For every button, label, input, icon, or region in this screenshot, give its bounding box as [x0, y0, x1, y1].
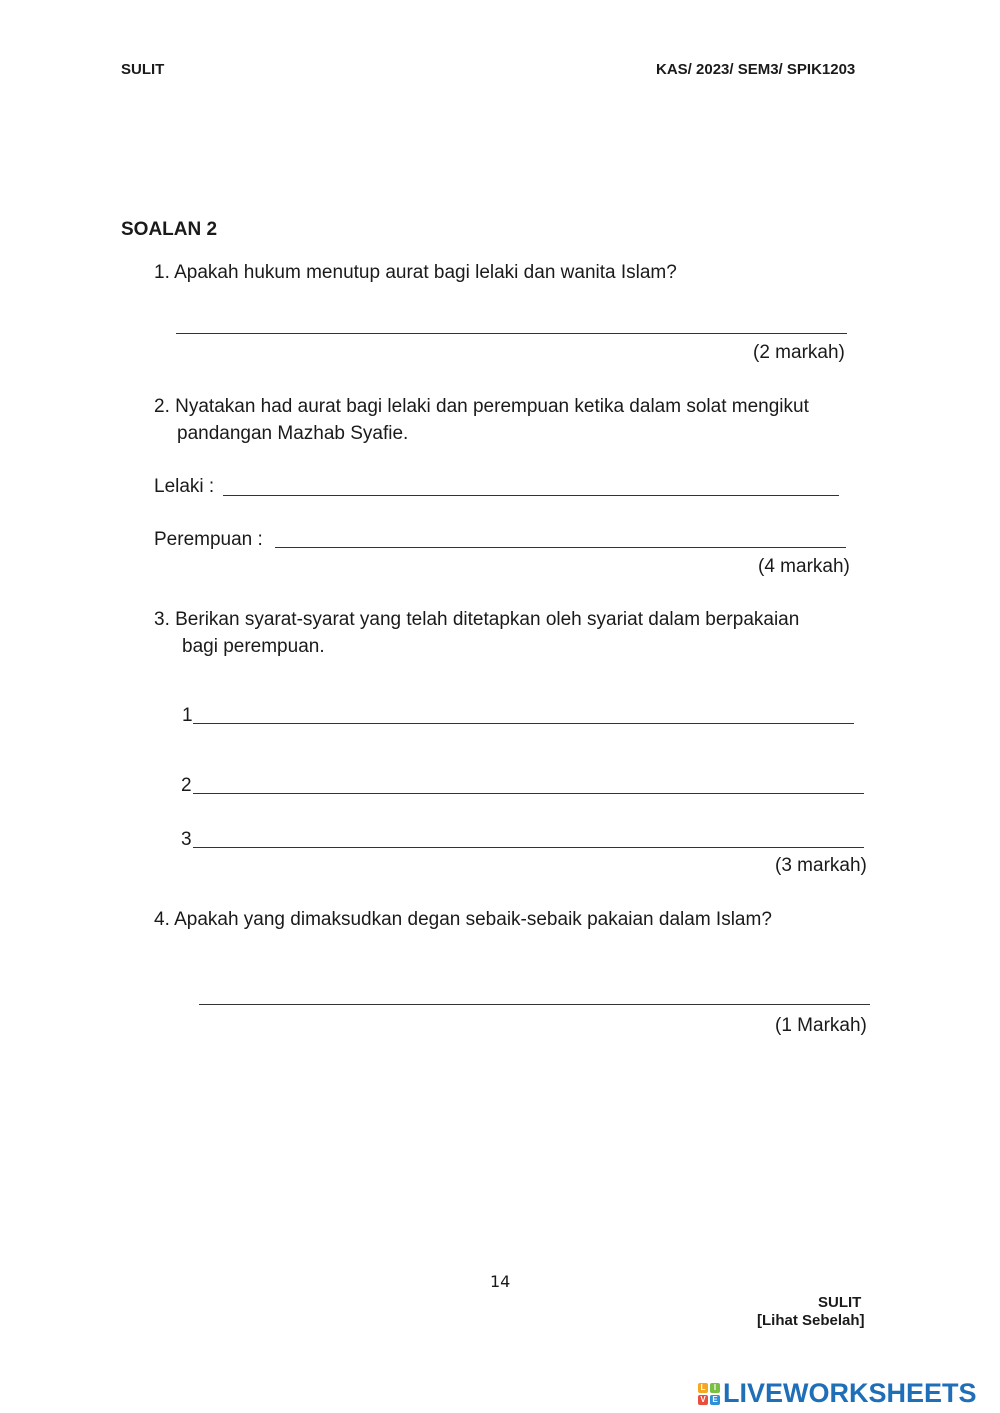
question-4-answer-line[interactable] — [199, 1004, 870, 1005]
question-1-text: 1. Apakah hukum menutup aurat bagi lelaki dan wanita Islam? — [154, 262, 677, 283]
perempuan-answer-line[interactable] — [275, 547, 846, 548]
question-3-item-number: 3 — [181, 829, 192, 850]
question-3-answer-line-2[interactable] — [193, 793, 864, 794]
perempuan-label: Perempuan : — [154, 529, 263, 550]
footer-sulit: SULIT — [818, 1294, 862, 1311]
question-3-answer-line-1[interactable] — [193, 723, 854, 724]
liveworksheets-logo — [698, 1378, 977, 1409]
question-2-marks: (4 markah) — [758, 556, 850, 577]
logo-tile-v: V — [698, 1395, 708, 1405]
question-3-item-number: 2 — [181, 775, 192, 796]
lelaki-label: Lelaki : — [154, 476, 215, 497]
lelaki-answer-line[interactable] — [223, 495, 839, 496]
header-left: SULIT — [121, 61, 165, 78]
question-3-marks: (3 markah) — [775, 855, 867, 876]
question-4-marks: (1 Markah) — [775, 1015, 867, 1036]
liveworksheets-logo-icon — [698, 1383, 720, 1405]
question-3-item-number: 1 — [182, 705, 193, 726]
question-3-text-line1: 3. Berikan syarat-syarat yang telah ditetapkan oleh syariat dalam berpakaian — [154, 609, 800, 630]
question-3-answer-line-3[interactable] — [193, 847, 864, 848]
question-1-marks: (2 markah) — [753, 342, 845, 363]
footer-lihat-sebelah: [Lihat Sebelah] — [757, 1312, 865, 1329]
liveworksheets-logo-text: LIVEWORKSHEETS — [723, 1378, 977, 1408]
section-title: SOALAN 2 — [121, 219, 218, 240]
header-right: KAS/ 2023/ SEM3/ SPIK1203 — [656, 61, 856, 78]
question-1-answer-line[interactable] — [176, 333, 847, 334]
question-2-text-line1: 2. Nyatakan had aurat bagi lelaki dan perempuan ketika dalam solat mengikut — [154, 396, 809, 417]
logo-tile-e: E — [710, 1395, 720, 1405]
question-2-text-line2: pandangan Mazhab Syafie. — [177, 423, 409, 444]
logo-tile-l: L — [698, 1383, 708, 1393]
logo-tile-i: I — [710, 1383, 720, 1393]
question-4-text: 4. Apakah yang dimaksudkan degan sebaik-sebaik pakaian dalam Islam? — [154, 909, 772, 930]
question-3-text-line2: bagi perempuan. — [182, 636, 325, 657]
page-number: 14 — [490, 1272, 511, 1291]
